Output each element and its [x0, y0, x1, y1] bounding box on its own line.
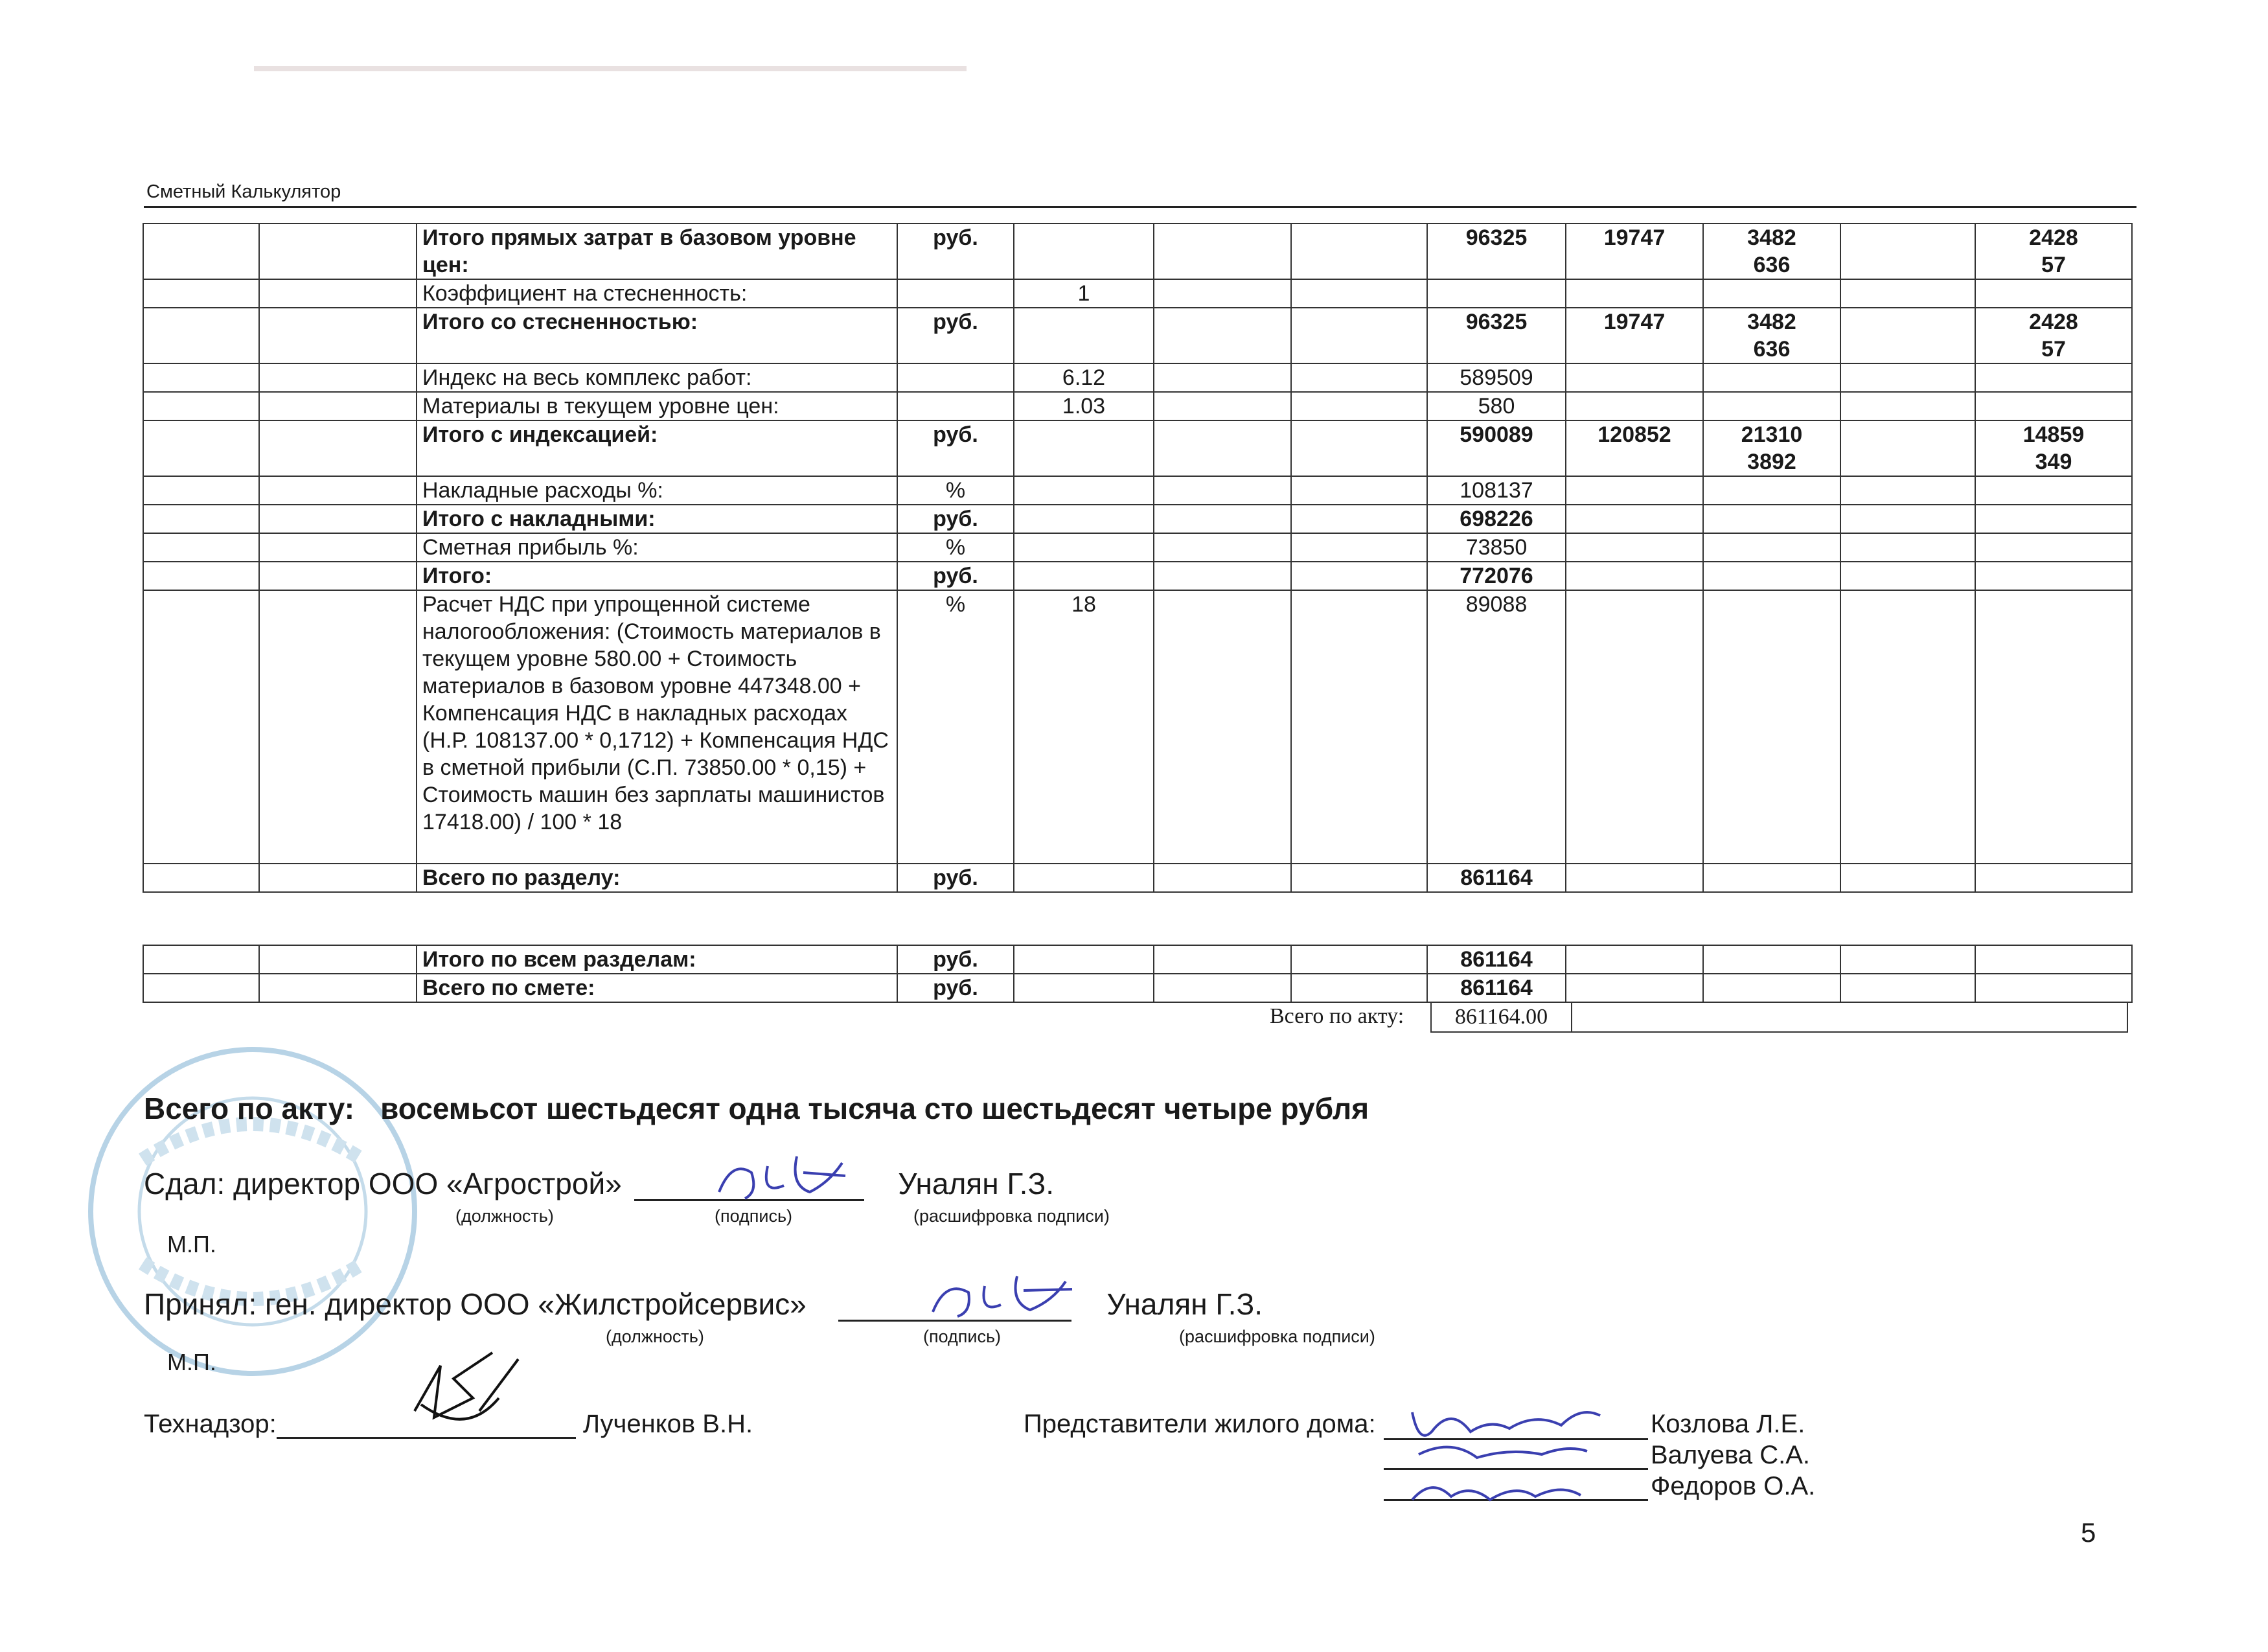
cell-blank — [1154, 392, 1291, 420]
table-row — [143, 420, 2132, 476]
cell-blank — [259, 974, 417, 1002]
cell-blank — [1703, 945, 1840, 974]
cell-machinists — [1975, 476, 2132, 505]
cell-blank — [259, 420, 417, 476]
accepted-name: Уналян Г.З. — [1106, 1287, 1263, 1321]
cell-blank — [1840, 974, 1975, 1002]
cell-coef — [1014, 533, 1154, 562]
cell-blank — [143, 945, 259, 974]
cell-blank — [1566, 945, 1703, 974]
cell-salary — [1566, 279, 1703, 308]
cell-label: Материалы в текущем уровне цен: — [417, 392, 897, 420]
accepted-hint-signature: (подпись) — [923, 1327, 1002, 1346]
cell-salary — [1566, 505, 1703, 533]
cell-coef — [1014, 224, 1154, 279]
cell-total: 861164 — [1427, 864, 1566, 892]
resident-name-3: Федоров О.А. — [1651, 1472, 1816, 1500]
cell-salary: 19747 — [1566, 308, 1703, 363]
estimate-table — [143, 223, 2133, 893]
accepted-hint-decoding: (расшифровка подписи) — [1179, 1327, 1375, 1346]
cell-blank — [1291, 363, 1427, 392]
cell-salary: 120852 — [1566, 420, 1703, 476]
cell-coef: 6.12 — [1014, 363, 1154, 392]
table-row — [143, 864, 2132, 892]
cell-blank — [1154, 864, 1291, 892]
cell-blank — [1291, 505, 1427, 533]
cell-blank — [1291, 974, 1427, 1002]
cell-blank — [1154, 476, 1291, 505]
accepted-hint-position: (должность) — [606, 1327, 704, 1346]
cell-blank — [1154, 533, 1291, 562]
cell-blank — [259, 945, 417, 974]
cell-coef — [1014, 505, 1154, 533]
resident-name-2: Валуева С.А. — [1651, 1441, 1811, 1469]
cell-blank — [1840, 392, 1975, 420]
cell-blank — [1291, 476, 1427, 505]
cell-blank — [259, 363, 417, 392]
cell-blank — [1154, 420, 1291, 476]
cell-label: Накладные расходы %: — [417, 476, 897, 505]
cell-machinists — [1975, 279, 2132, 308]
cell-total: 772076 — [1427, 562, 1566, 590]
cell-salary — [1566, 864, 1703, 892]
handed-over-signature-icon — [706, 1147, 855, 1211]
residents-signatures-icon — [1393, 1386, 1613, 1522]
cell-blank — [259, 864, 417, 892]
cell-total: 96325 — [1427, 308, 1566, 363]
accepted-label: Принял: ген. директор ООО «Жилстройсервис» — [144, 1287, 807, 1321]
cell-coef — [1014, 562, 1154, 590]
cell-machinists: 2428 57 — [1975, 308, 2132, 363]
cell-total: 590089 — [1427, 420, 1566, 476]
cell-unit — [897, 279, 1014, 308]
cell-coef: 1 — [1014, 279, 1154, 308]
cell-machinists: 2428 57 — [1975, 224, 2132, 279]
table-row — [143, 974, 2132, 1002]
cell-blank — [1840, 279, 1975, 308]
cell-blank — [143, 224, 259, 279]
cell-blank — [1291, 224, 1427, 279]
table-row — [143, 533, 2132, 562]
cell-blank — [1291, 279, 1427, 308]
cell-coef: 18 — [1014, 590, 1154, 864]
cell-machines — [1703, 864, 1840, 892]
cell-label: Итого с накладными: — [417, 505, 897, 533]
cell-blank — [259, 476, 417, 505]
cell-total: 580 — [1427, 392, 1566, 420]
cell-label: Всего по смете: — [417, 974, 897, 1002]
cell-machines — [1703, 476, 1840, 505]
cell-machines: 21310 3892 — [1703, 420, 1840, 476]
handed-over-hint-decoding: (расшифровка подписи) — [913, 1206, 1110, 1226]
cell-blank — [259, 533, 417, 562]
cell-machines — [1703, 533, 1840, 562]
cell-unit: руб. — [897, 562, 1014, 590]
cell-blank — [1840, 533, 1975, 562]
cell-blank — [1975, 945, 2132, 974]
cell-coef: 1.03 — [1014, 392, 1154, 420]
cell-blank — [259, 224, 417, 279]
handed-over-hint-signature: (подпись) — [715, 1206, 793, 1226]
cell-machinists — [1975, 363, 2132, 392]
cell-blank — [1154, 224, 1291, 279]
cell-blank — [1291, 562, 1427, 590]
act-total-label: Всего по акту: — [1270, 1004, 1404, 1028]
cell-machines — [1703, 363, 1840, 392]
amount-in-words — [144, 1091, 1369, 1126]
cell-blank — [259, 279, 417, 308]
cell-total: 73850 — [1427, 533, 1566, 562]
cell-total: 861164 — [1427, 945, 1566, 974]
handed-over-mp: М.П. — [167, 1231, 216, 1257]
amount-in-words-label: Всего по акту: — [144, 1092, 355, 1125]
cell-blank — [1840, 308, 1975, 363]
cell-total: 89088 — [1427, 590, 1566, 864]
cell-coef — [1014, 864, 1154, 892]
cell-blank — [1154, 505, 1291, 533]
handed-over-line — [144, 1166, 1054, 1201]
cell-blank — [1154, 308, 1291, 363]
cell-unit — [897, 363, 1014, 392]
cell-blank — [1291, 533, 1427, 562]
cell-salary — [1566, 392, 1703, 420]
cell-label: Индекс на весь комплекс работ: — [417, 363, 897, 392]
cell-blank — [1014, 945, 1154, 974]
cell-machinists — [1975, 533, 2132, 562]
cell-blank — [143, 420, 259, 476]
cell-blank — [1154, 945, 1291, 974]
cell-total: 96325 — [1427, 224, 1566, 279]
cell-machines — [1703, 590, 1840, 864]
cell-unit: руб. — [897, 308, 1014, 363]
cell-salary: 19747 — [1566, 224, 1703, 279]
handed-over-hint-position: (должность) — [455, 1206, 554, 1226]
cell-total: 108137 — [1427, 476, 1566, 505]
cell-label: Итого по всем разделам: — [417, 945, 897, 974]
cell-unit: руб. — [897, 864, 1014, 892]
cell-blank — [143, 279, 259, 308]
cell-machinists — [1975, 392, 2132, 420]
table-row — [143, 505, 2132, 533]
cell-blank — [1840, 224, 1975, 279]
cell-unit: руб. — [897, 505, 1014, 533]
table-row — [143, 308, 2132, 363]
totals-table — [143, 945, 2133, 1003]
cell-salary — [1566, 533, 1703, 562]
cell-machinists — [1975, 562, 2132, 590]
cell-blank — [1840, 864, 1975, 892]
cell-coef — [1014, 476, 1154, 505]
table-row — [143, 392, 2132, 420]
cell-label: Итого прямых затрат в базовом уровне цен: — [417, 224, 897, 279]
cell-label: Расчет НДС при упрощенной системе налогообложения: (Стоимость материалов в текущем уровне 580.00 + Стоимость материалов в базовом уровне 447348.00 + Компенсация НДС в накладных расходах (Н.Р. 108137.00 * 0,1712) + Компенсация НДС в сметной прибыли (С.П. 73850.00 * 0,15) + Стоимость машин без зарплаты машинистов 17418.00) / 100 * 18 — [417, 590, 897, 864]
cell-blank — [143, 476, 259, 505]
resident-name-1: Козлова Л.Е. — [1651, 1410, 1805, 1438]
cell-blank — [143, 974, 259, 1002]
cell-machinists — [1975, 590, 2132, 864]
cell-blank — [1291, 590, 1427, 864]
table-row — [143, 476, 2132, 505]
cell-blank — [1840, 420, 1975, 476]
cell-machinists — [1975, 864, 2132, 892]
cell-label: Всего по разделу: — [417, 864, 897, 892]
table-row — [143, 562, 2132, 590]
cell-label: Итого: — [417, 562, 897, 590]
cell-blank — [1291, 420, 1427, 476]
cell-salary — [1566, 476, 1703, 505]
accepted-mp: М.П. — [167, 1349, 216, 1375]
table-row — [143, 224, 2132, 279]
cell-total — [1427, 279, 1566, 308]
cell-blank — [259, 562, 417, 590]
cell-blank — [1975, 974, 2132, 1002]
cell-total: 861164 — [1427, 974, 1566, 1002]
supervision-signature-icon — [395, 1340, 525, 1437]
cell-unit — [897, 392, 1014, 420]
cell-label: Итого со стесненностью: — [417, 308, 897, 363]
cell-unit: руб. — [897, 420, 1014, 476]
cell-blank — [143, 392, 259, 420]
act-total-empty-cells — [1572, 1002, 2128, 1033]
cell-blank — [1154, 363, 1291, 392]
cell-blank — [143, 533, 259, 562]
cell-unit: % — [897, 533, 1014, 562]
cell-blank — [1154, 590, 1291, 864]
cell-blank — [1291, 945, 1427, 974]
table-row — [143, 945, 2132, 974]
cell-blank — [1566, 974, 1703, 1002]
cell-total: 698226 — [1427, 505, 1566, 533]
cell-unit: руб. — [897, 945, 1014, 974]
cell-blank — [259, 505, 417, 533]
cell-blank — [143, 562, 259, 590]
cell-coef — [1014, 308, 1154, 363]
cell-salary — [1566, 562, 1703, 590]
cell-unit: руб. — [897, 974, 1014, 1002]
supervision-label: Технадзор: — [144, 1410, 277, 1438]
cell-machines — [1703, 392, 1840, 420]
cell-machinists — [1975, 505, 2132, 533]
scan-artifact-bar — [254, 47, 967, 52]
cell-unit: % — [897, 476, 1014, 505]
cell-label: Сметная прибыль %: — [417, 533, 897, 562]
cell-unit: руб. — [897, 224, 1014, 279]
company-stamp-icon — [84, 1030, 421, 1393]
table-row — [143, 590, 2132, 864]
cell-blank — [1703, 974, 1840, 1002]
cell-blank — [143, 308, 259, 363]
cell-total: 589509 — [1427, 363, 1566, 392]
cell-coef — [1014, 420, 1154, 476]
cell-blank — [143, 505, 259, 533]
cell-blank — [1840, 505, 1975, 533]
cell-blank — [1154, 974, 1291, 1002]
table-row — [143, 279, 2132, 308]
header-rule — [144, 206, 2136, 208]
cell-label: Итого с индексацией: — [417, 420, 897, 476]
cell-machines: 3482 636 — [1703, 224, 1840, 279]
handed-over-name: Уналян Г.З. — [898, 1167, 1055, 1200]
handed-over-label: Сдал: директор ООО «Агрострой» — [144, 1167, 622, 1200]
cell-blank — [1840, 476, 1975, 505]
residents-label: Представители жилого дома: — [1024, 1410, 1376, 1438]
supervision-name: Лученков В.Н. — [582, 1410, 753, 1438]
cell-machines — [1703, 562, 1840, 590]
page-number: 5 — [2081, 1517, 2096, 1548]
cell-blank — [1154, 562, 1291, 590]
cell-label: Коэффициент на стесненность: — [417, 279, 897, 308]
header-title: Сметный Калькулятор — [146, 181, 341, 202]
act-total-value: 861164.00 — [1430, 1002, 1572, 1033]
cell-blank — [259, 590, 417, 864]
cell-blank — [1154, 279, 1291, 308]
cell-blank — [259, 392, 417, 420]
cell-salary — [1566, 363, 1703, 392]
accepted-line — [144, 1287, 1263, 1322]
cell-blank — [1291, 392, 1427, 420]
amount-in-words-text: восемьсот шестьдесят одна тысяча сто шестьдесят четыре рубля — [380, 1092, 1369, 1125]
cell-blank — [1840, 363, 1975, 392]
cell-unit: % — [897, 590, 1014, 864]
cell-machines: 3482 636 — [1703, 308, 1840, 363]
cell-blank — [1291, 864, 1427, 892]
cell-blank — [1840, 562, 1975, 590]
cell-blank — [1014, 974, 1154, 1002]
cell-machinists: 14859 349 — [1975, 420, 2132, 476]
table-row — [143, 363, 2132, 392]
cell-machines — [1703, 279, 1840, 308]
cell-blank — [143, 864, 259, 892]
cell-blank — [143, 590, 259, 864]
accepted-signature-icon — [920, 1263, 1088, 1328]
cell-machines — [1703, 505, 1840, 533]
cell-blank — [143, 363, 259, 392]
cell-blank — [1840, 945, 1975, 974]
cell-salary — [1566, 590, 1703, 864]
cell-blank — [1291, 308, 1427, 363]
cell-blank — [259, 308, 417, 363]
cell-blank — [1840, 590, 1975, 864]
